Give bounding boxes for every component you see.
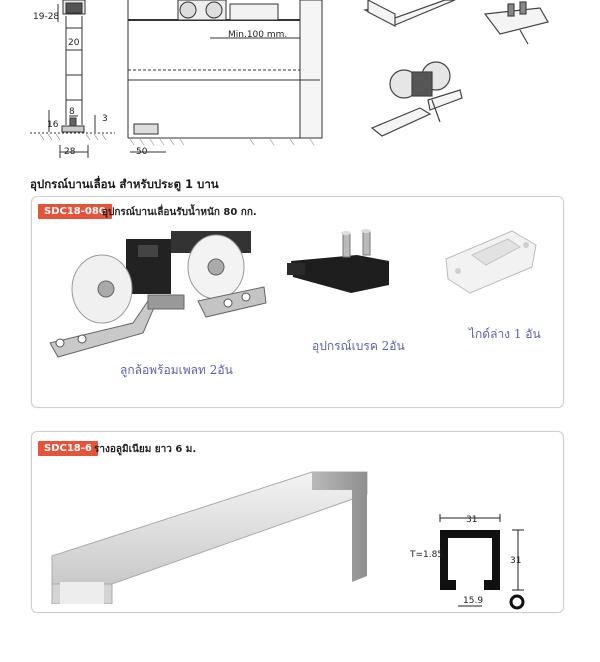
caption-guide: ไกด์ล่าง 1 อัน bbox=[469, 327, 541, 341]
dim-8-label: 8 bbox=[69, 107, 75, 117]
dim-3-label: 3 bbox=[102, 114, 108, 124]
bottom-guide-image bbox=[442, 225, 542, 295]
product-card-sdc18-6 bbox=[31, 431, 564, 613]
dim-16-label: 16 bbox=[47, 120, 59, 130]
track-opening-label: 15.9 bbox=[463, 596, 484, 606]
brake-device-image bbox=[287, 227, 397, 297]
product-card-sdc18-080 bbox=[31, 196, 564, 408]
caption-roller: ลูกล้อพร้อมเพลท 2อัน bbox=[120, 363, 233, 377]
dim-19-28-label: 19-28 bbox=[33, 12, 60, 22]
dim-28-label: 28 bbox=[64, 147, 76, 157]
page-curl-icon bbox=[507, 592, 527, 612]
section-title: อุปกรณ์บานเลื่อน สำหรับประตู 1 บาน bbox=[30, 177, 219, 191]
track-cross-section-diagram bbox=[406, 512, 526, 662]
dim-50-label: 50 bbox=[136, 147, 148, 157]
track-thickness-label: T=1.85 bbox=[410, 550, 444, 560]
product-description: รางอลูมิเนียม ยาว 6 ม. bbox=[94, 444, 197, 455]
track-height-label: 31 bbox=[510, 556, 522, 566]
dim-20-label: 20 bbox=[68, 38, 80, 48]
min-distance-label: Min.100 mm. bbox=[228, 30, 288, 40]
aluminium-track-image bbox=[42, 464, 372, 604]
product-description: อุปกรณ์บานเลื่อนรับน้ำหนัก 80 กก. bbox=[102, 207, 257, 218]
roller-with-plate-image bbox=[38, 231, 268, 361]
track-width-label: 31 bbox=[466, 515, 478, 525]
caption-brake: อุปกรณ์เบรค 2อัน bbox=[312, 339, 405, 353]
technical-drawing bbox=[0, 0, 600, 165]
drawing-lines bbox=[0, 0, 600, 165]
product-code-badge: SDC18-080 bbox=[38, 204, 112, 219]
product-code-badge: SDC18-6 bbox=[38, 441, 98, 456]
